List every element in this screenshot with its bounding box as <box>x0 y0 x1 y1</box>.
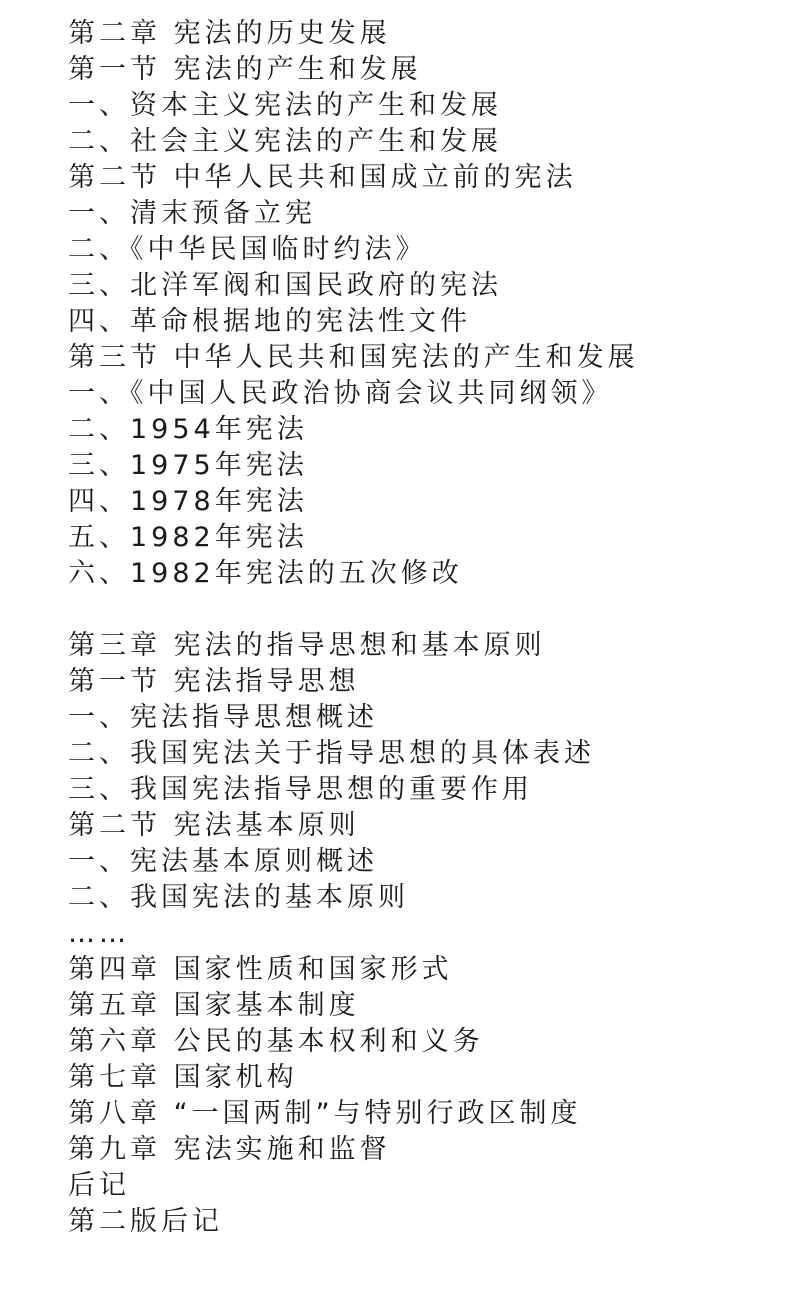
toc-section: 第一节 宪法的产生和发展 <box>68 54 422 85</box>
toc-chapter: 第九章 宪法实施和监督 <box>68 1134 391 1165</box>
toc-item: 二、我国宪法关于指导思想的具体表述 <box>68 738 595 769</box>
toc-item: 三、我国宪法指导思想的重要作用 <box>68 774 533 805</box>
toc-item: 一、宪法基本原则概述 <box>68 846 378 877</box>
toc-chapter: 第八章 “一国两制”与特别行政区制度 <box>68 1098 582 1129</box>
toc-item: 二、我国宪法的基本原则 <box>68 882 409 913</box>
toc-section: 第一节 宪法指导思想 <box>68 666 360 697</box>
toc-chapter: 第六章 公民的基本权利和义务 <box>68 1026 484 1057</box>
toc-item: 一、《中国人民政治协商会议共同纲领》 <box>68 378 613 409</box>
toc-section: 第二节 宪法基本原则 <box>68 810 360 841</box>
toc-item: 二、《中华民国临时约法》 <box>68 234 427 265</box>
toc-item: 三、北洋军阀和国民政府的宪法 <box>68 270 502 301</box>
toc-section: 第二节 中华人民共和国成立前的宪法 <box>68 162 577 193</box>
toc-item: 三、1975年宪法 <box>68 450 308 481</box>
table-of-contents <box>68 16 778 1240</box>
toc-item: 二、1954年宪法 <box>68 414 308 445</box>
toc-chapter: 第三章 宪法的指导思想和基本原则 <box>68 630 546 661</box>
toc-chapter: 第七章 国家机构 <box>68 1062 298 1093</box>
toc-ellipsis: …… <box>68 918 130 949</box>
toc-item: 五、1982年宪法 <box>68 522 308 553</box>
toc-item: 二、社会主义宪法的产生和发展 <box>68 126 502 157</box>
toc-item: 四、1978年宪法 <box>68 486 308 517</box>
toc-item: 六、1982年宪法的五次修改 <box>68 558 463 589</box>
toc-chapter: 第二章 宪法的历史发展 <box>68 18 391 49</box>
toc-blank-line <box>68 592 778 628</box>
toc-chapter: 第五章 国家基本制度 <box>68 990 360 1021</box>
toc-afterword: 后记 <box>68 1170 130 1201</box>
toc-chapter: 第四章 国家性质和国家形式 <box>68 954 453 985</box>
toc-afterword-second-edition: 第二版后记 <box>68 1206 223 1237</box>
toc-item: 一、宪法指导思想概述 <box>68 702 378 733</box>
toc-item: 一、资本主义宪法的产生和发展 <box>68 90 502 121</box>
toc-item: 一、清末预备立宪 <box>68 198 316 229</box>
toc-item: 四、革命根据地的宪法性文件 <box>68 306 471 337</box>
toc-section: 第三节 中华人民共和国宪法的产生和发展 <box>68 342 639 373</box>
